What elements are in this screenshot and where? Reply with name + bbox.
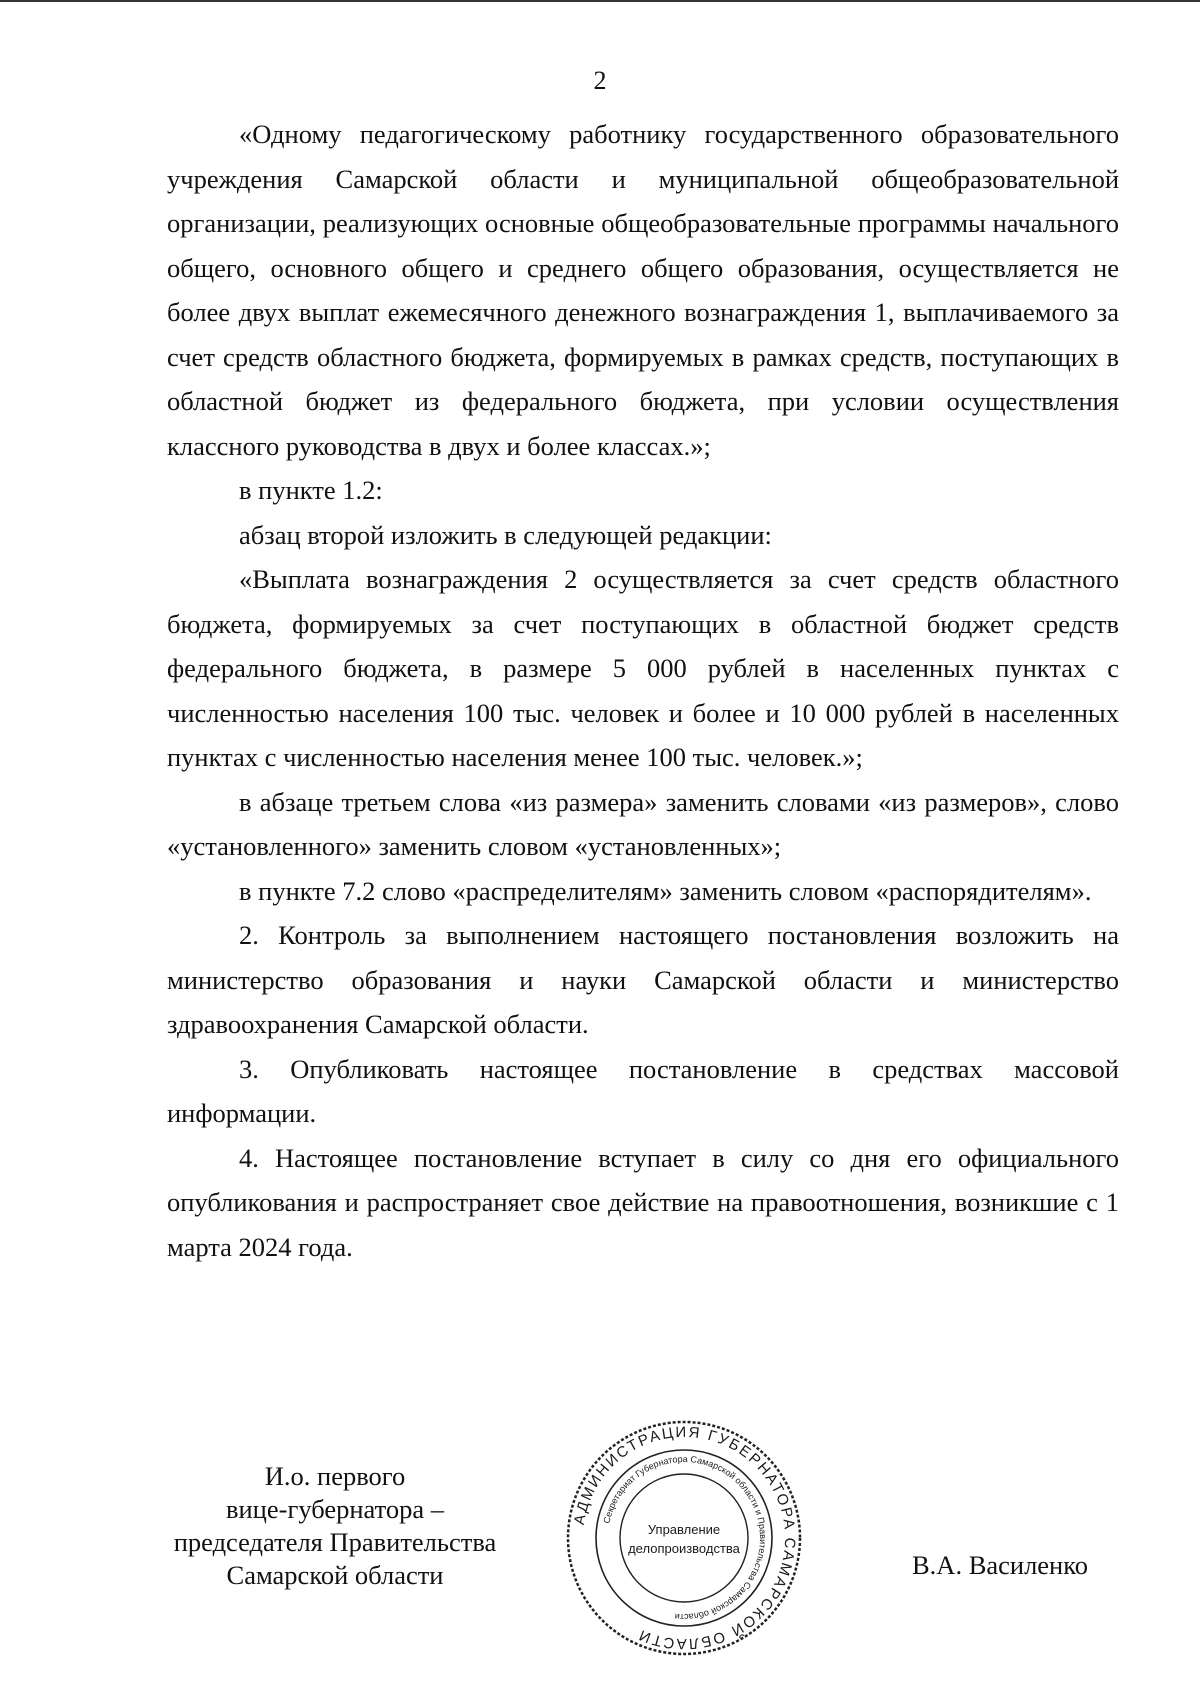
paragraph-point-7-2: в пункте 7.2 слово «распределителям» заменить словом «распорядителям». <box>239 875 1092 906</box>
stamp-inner-ring-text: Секретариат Губернатора Самарской области и Правительства Самарской области <box>601 1453 769 1623</box>
paragraph-item-4-effective: 4. Настоящее постановление вступает в силу со дня его официального опубликования и распространяет свое действие на правоотношения, возникшие с 1 марта 2024 года. <box>167 1142 1119 1262</box>
office-seal-stamp <box>564 1418 804 1658</box>
stamp-center-line: делопроизводства <box>628 1541 740 1556</box>
paragraph-point-1-2: в пункте 1.2: <box>239 475 383 505</box>
signatory-name: В.А. Василенко <box>912 1550 1089 1580</box>
page-number: 2 <box>593 66 607 95</box>
signatory-title <box>140 1460 530 1592</box>
paragraph-third-subparagraph: в абзаце третьем слова «из размера» заменить словами «из размеров», слово «установленного» заменить словом «установленных»; <box>167 786 1119 861</box>
paragraph-second-subparagraph: абзац второй изложить в следующей редакции: <box>239 519 772 550</box>
paragraph-quote-classroom-payments: «Одному педагогическому работнику государственного образовательного учреждения Самарской области и муниципальной общеобразовательной организации, реализующих основные общеобразовательные программы начального общего, основного общего и среднего общего образования, осуществляется не более двух выплат ежемесячного денежного вознаграждения 1, выплачиваемого за счет средств областного бюджета, формируемых в рамках средств, поступающих в областной бюджет из федерального бюджета, при условии осуществления классного руководства в двух и более классах.»; <box>167 119 1119 461</box>
stamp-outer-ring-text: АДМИНИСТРАЦИЯ ГУБЕРНАТОРА САМАРСКОЙ ОБЛАСТИ <box>570 1423 799 1653</box>
signatory-title-line: председателя Правительства <box>173 1527 497 1557</box>
signatory-title-line: И.о. первого <box>264 1461 406 1491</box>
signatory-title-line: Самарской области <box>226 1560 444 1590</box>
signatory-title-line: вице-губернатора – <box>225 1494 444 1524</box>
stamp-center-line: Управление <box>647 1522 721 1537</box>
paragraph-item-2-control: 2. Контроль за выполнением настоящего постановления возложить на министерство образования и науки Самарской области и министерство здравоохранения Самарской области. <box>167 920 1119 1039</box>
document-body <box>167 112 1119 1269</box>
paragraph-item-3-publish: 3. Опубликовать настоящее постановление в средствах массовой информации. <box>167 1053 1119 1128</box>
paragraph-quote-reward-2: «Выплата вознаграждения 2 осуществляется за счет средств областного бюджета, формируемых за счет поступающих в областной бюджет средств федерального бюджета, в размере 5 000 рублей в населенных пунктах с численностью населения 100 тыс. человек и более и 10 000 рублей в населенных пунктах с численностью населения менее 100 тыс. человек.»; <box>167 564 1119 772</box>
page-top-border <box>0 0 1200 2</box>
